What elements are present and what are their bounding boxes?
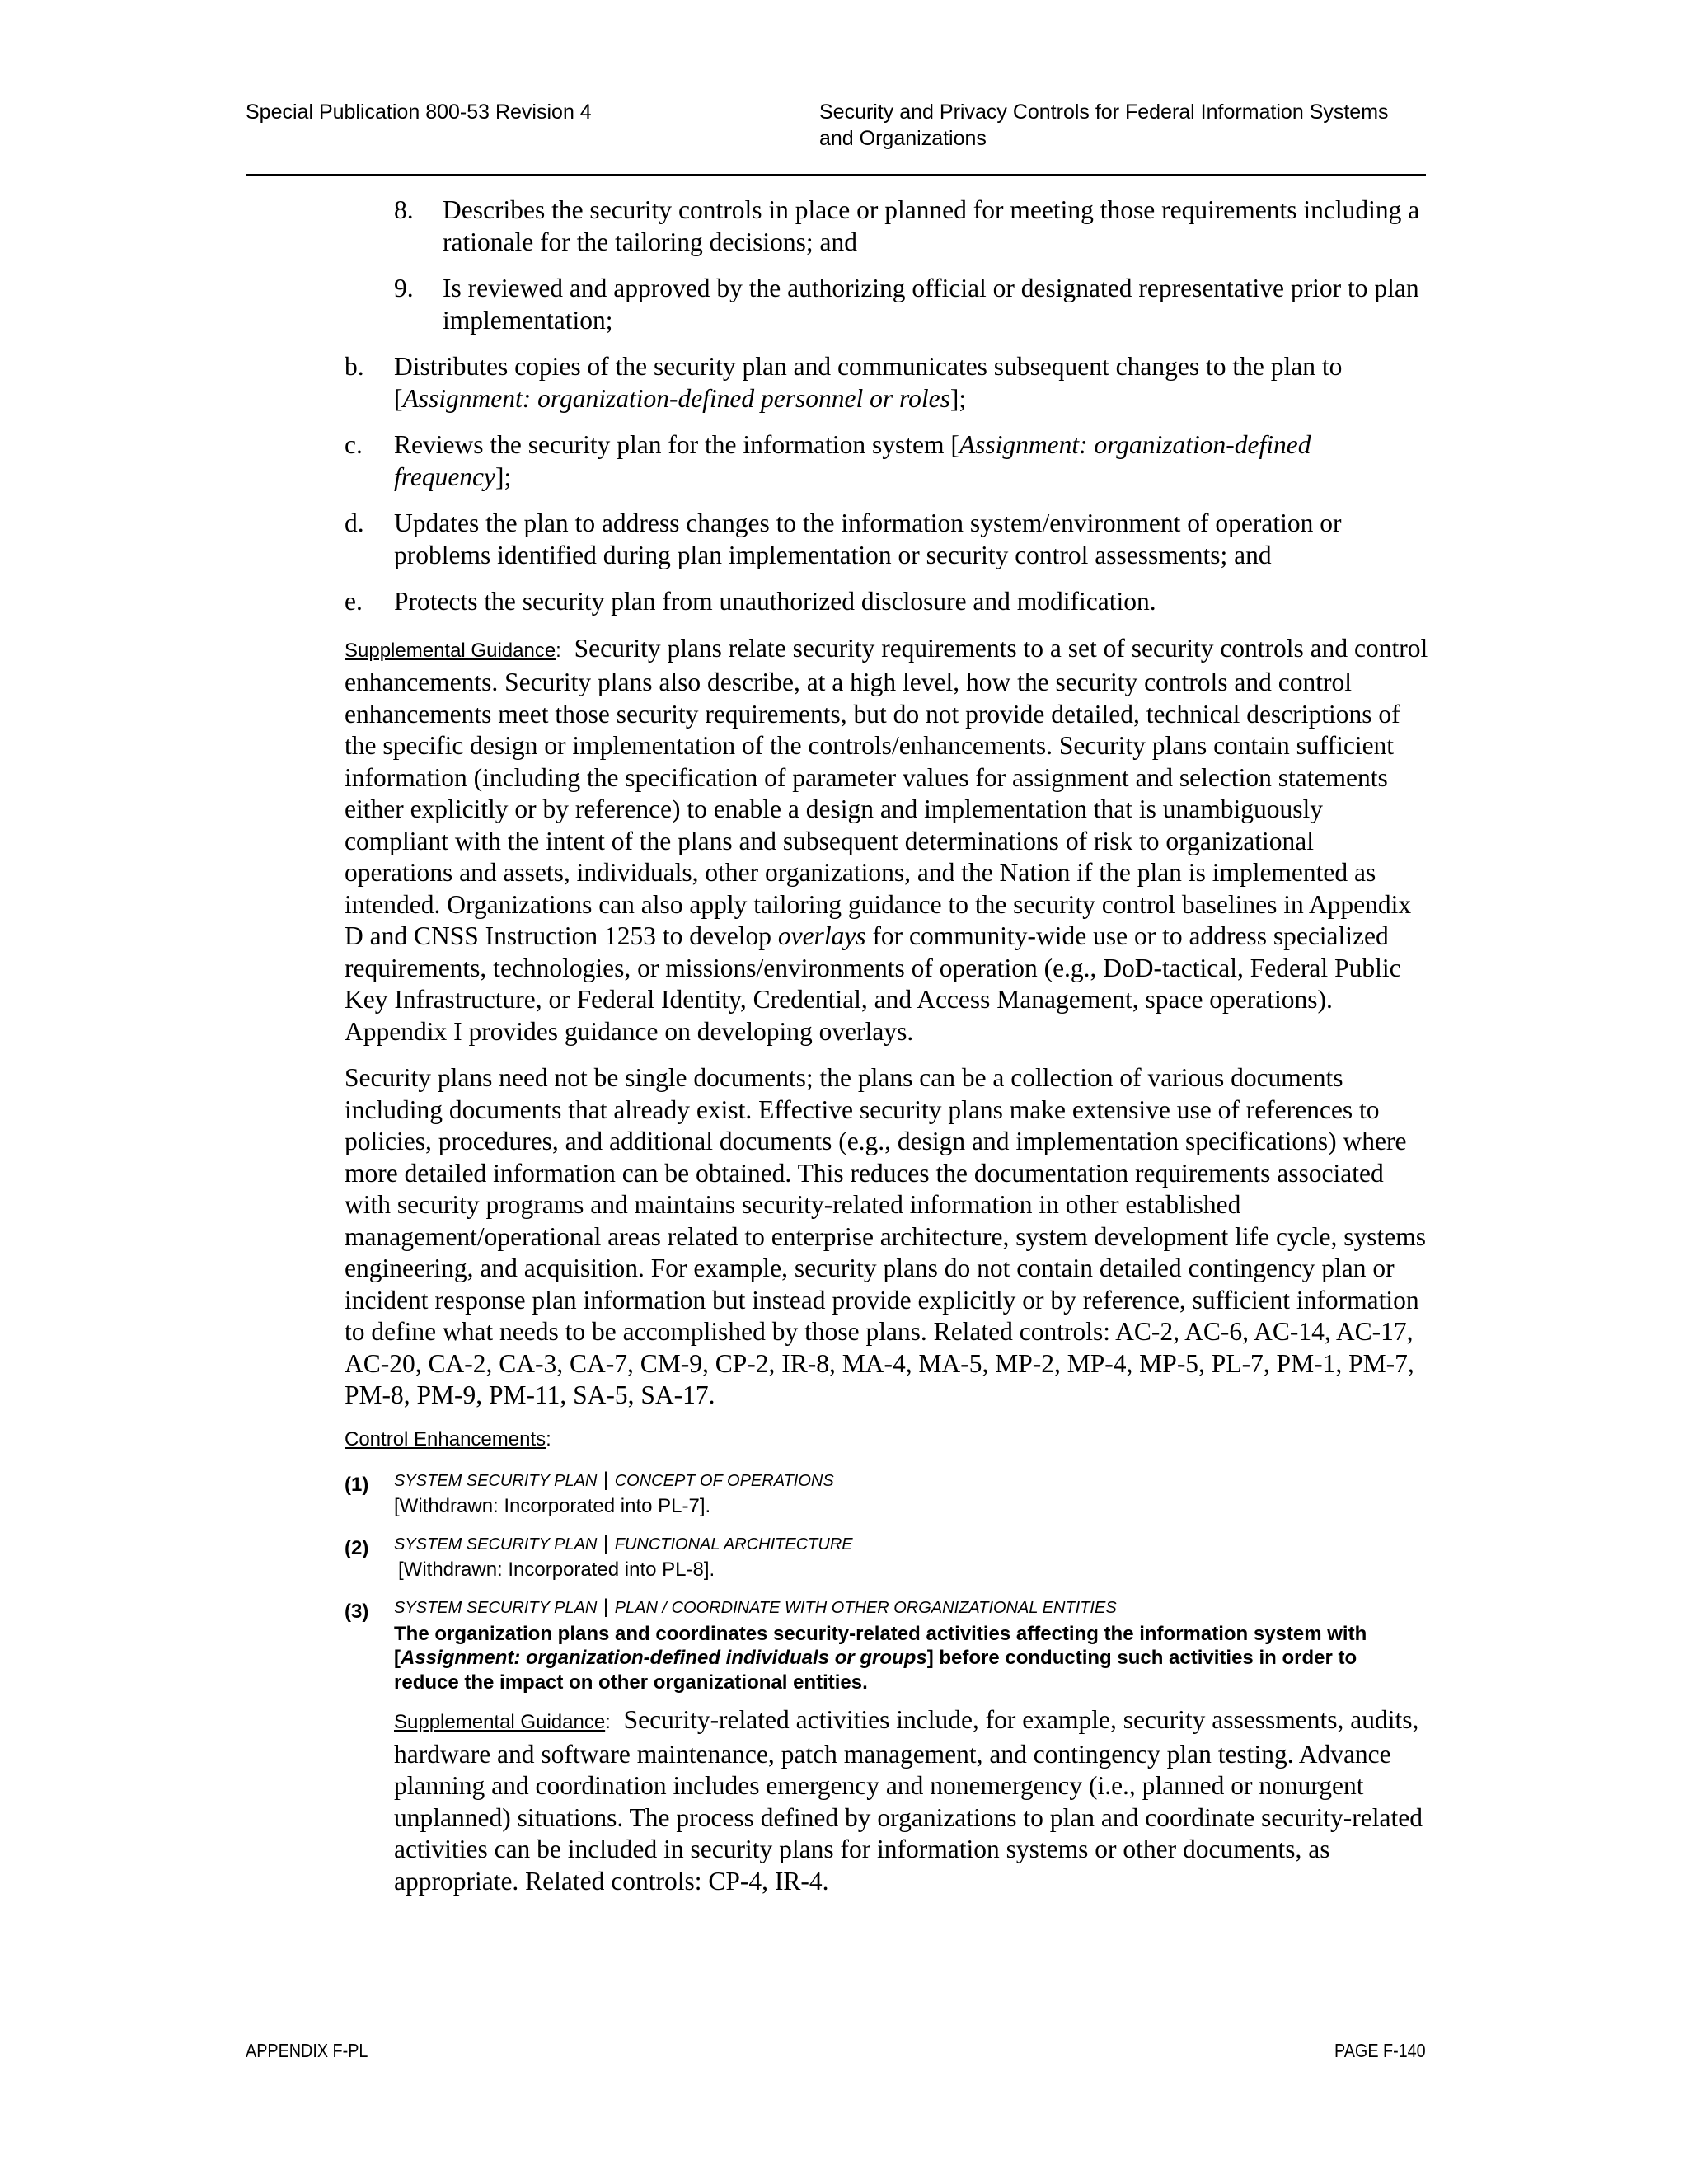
header-rule — [246, 174, 1426, 176]
list-label: b. — [345, 352, 364, 381]
assignment-text: Assignment: organization-defined personnel or roles — [402, 383, 950, 413]
enhancement-3 — [0, 1595, 1426, 1898]
text-segment: ] before conducting such activities in order to reduce the impact on other organizational entities. — [394, 1647, 1357, 1694]
text-segment: ]; — [950, 383, 967, 413]
list-item-c — [0, 429, 1426, 493]
supplemental-guidance-paragraph — [345, 633, 1428, 1048]
list-label: e. — [345, 587, 363, 616]
header-title-line1: Security and Privacy Controls for Federal Information Systems — [819, 101, 1389, 124]
footer-page-number: PAGE F-140 — [1334, 2040, 1426, 2061]
enhancement-title — [394, 1468, 1426, 1493]
footer-appendix: APPENDIX F-PL — [246, 2040, 368, 2061]
header-publication: Special Publication 800-53 Revision 4 — [246, 101, 592, 124]
assignment-text: Assignment: organization-defined individuals or groups — [401, 1647, 927, 1669]
text-segment: Security-related activities include, for example, security assessments, audits, hardware and software maintenance, patch management, and contingency plan testing. Advance planning and coordination includes emergency and nonemergency (i.e., planned or nonurgent unplanned) situations. The process defined by organizations to plan and coordinate security-related activities can be included in security plans for information systems or other documents, as appropriate. Related controls: CP-4, IR-4. — [394, 1705, 1423, 1896]
header-title-line2: and Organizations — [819, 127, 987, 150]
label-colon: : — [556, 639, 561, 662]
label-colon: : — [546, 1427, 551, 1451]
list-label: d. — [345, 509, 364, 537]
title-separator: | — [603, 1595, 609, 1618]
assignment-text: Assignment: organization-defined frequency — [394, 430, 1311, 491]
enhancement-number: (1) — [345, 1473, 369, 1496]
enhancement-1 — [0, 1468, 1426, 1520]
list-label: 8. — [394, 195, 414, 224]
title-separator: | — [603, 1468, 609, 1491]
supplemental-guidance-label: Supplemental Guidance — [345, 639, 556, 662]
list-text: Updates the plan to address changes to the information system/environment of operation or problems identified during plan implementation or security control assessments; and — [394, 509, 1342, 569]
list-label: c. — [345, 430, 363, 459]
list-item-e — [0, 586, 1426, 618]
list-item-8 — [0, 194, 1426, 258]
enhancement-body: [Withdrawn: Incorporated into PL-8]. — [398, 1558, 715, 1581]
document-body — [0, 194, 1688, 1909]
title-part: PLAN / COORDINATE WITH OTHER ORGANIZATIONAL ENTITIES — [614, 1598, 1117, 1617]
list-text — [394, 430, 1311, 491]
enhancement-number: (3) — [345, 1600, 369, 1623]
list-text — [394, 352, 1342, 413]
enhancement-title — [394, 1595, 1426, 1620]
enhancement-supplemental-guidance — [394, 1704, 1426, 1897]
list-item-9 — [0, 273, 1426, 336]
enhancement-body: [Withdrawn: Incorporated into PL-7]. — [394, 1494, 711, 1517]
text-segment: Distributes copies of the security plan and communicates subsequent changes to the plan to [ — [394, 352, 1343, 413]
title-part: SYSTEM SECURITY PLAN — [394, 1535, 598, 1554]
list-label: 9. — [394, 274, 414, 302]
list-item-b — [0, 351, 1426, 415]
list-text: Protects the security plan from unauthorized disclosure and modification. — [394, 587, 1156, 616]
enhancement-number: (2) — [345, 1536, 369, 1559]
control-enhancements-heading — [345, 1427, 1688, 1453]
title-separator: | — [603, 1531, 609, 1554]
list-text: Describes the security controls in place or planned for meeting those requirements including a rationale for the tailoring decisions; and — [443, 195, 1420, 256]
emphasis-text: overlays — [777, 921, 866, 950]
supplemental-guidance-label: Supplemental Guidance — [394, 1711, 606, 1733]
label-colon: : — [605, 1711, 611, 1733]
text-segment: ]; — [495, 462, 512, 491]
enhancement-statement — [394, 1622, 1426, 1695]
supplemental-guidance-paragraph-2: Security plans need not be single documents; the plans can be a collection of various documents including documents that already exist. Effective security plans make extensive use of references to policies, procedures, and additional documents (e.g., design and implementation specifications) where more detailed information can be obtained. This reduces the documentation requirements associated with security programs and maintains security-related information in other established management/operational areas related to enterprise architecture, system development life cycle, systems engineering, and acquisition. For example, security plans do not contain detailed contingency plan or incident response plan information but instead provide explicitly or by reference, sufficient information to define what needs to be accomplished by those plans. Related controls: AC-2, AC-6, AC-14, AC-17, AC-20, CA-2, CA-3, CA-7, CM-9, CP-2, IR-8, MA-4, MA-5, MP-2, MP-4, MP-5, PL-7, PM-1, PM-7, PM-8, PM-9, PM-11, SA-5, SA-17. — [345, 1063, 1426, 1409]
header-title — [819, 99, 1454, 152]
title-part: FUNCTIONAL ARCHITECTURE — [614, 1535, 853, 1554]
heading-label: Control Enhancements — [345, 1427, 546, 1451]
title-part: SYSTEM SECURITY PLAN — [394, 1598, 598, 1617]
list-text: Is reviewed and approved by the authorizing official or designated representative prior to plan implementation; — [443, 274, 1419, 335]
text-segment: Reviews the security plan for the information system [ — [394, 430, 959, 459]
title-part: CONCEPT OF OPERATIONS — [614, 1471, 834, 1490]
enhancement-title — [394, 1531, 1426, 1557]
title-part: SYSTEM SECURITY PLAN — [394, 1471, 598, 1490]
text-segment: for community-wide use or to address specialized requirements, technologies, or missions/environments of operation (e.g., DoD-tactical, Federal Public Key Infrastructure, or Federal Identity, Credential, and Access Management, space operations). Appendix I provides guidance on developing overlays. — [345, 921, 1401, 1046]
list-item-d — [0, 508, 1426, 571]
enhancement-2 — [0, 1531, 1426, 1583]
text-segment: The organization plans and coordinates security-related activities affecting the information system with [ — [394, 1622, 1367, 1669]
text-segment: Security plans relate security requirements to a set of security controls and control enhancements. Security plans also describe, at a high level, how the security controls and control enhancements meet those security requirements, but do not provide detailed, technical descriptions of the specific design or implementation of the controls/enhancements. Security plans contain sufficient information (including the specification of parameter values for assignment and selection statements either explicitly or by reference) to enable a design and implementation that is unambiguously compliant with the intent of the plans and subsequent determinations of risk to organizational operations and assets, individuals, other organizations, and the Nation if the plan is implemented as intended. Organizations can also apply tailoring guidance to the security control baselines in Appendix D and CNSS Instruction 1253 to develop — [345, 633, 1428, 950]
